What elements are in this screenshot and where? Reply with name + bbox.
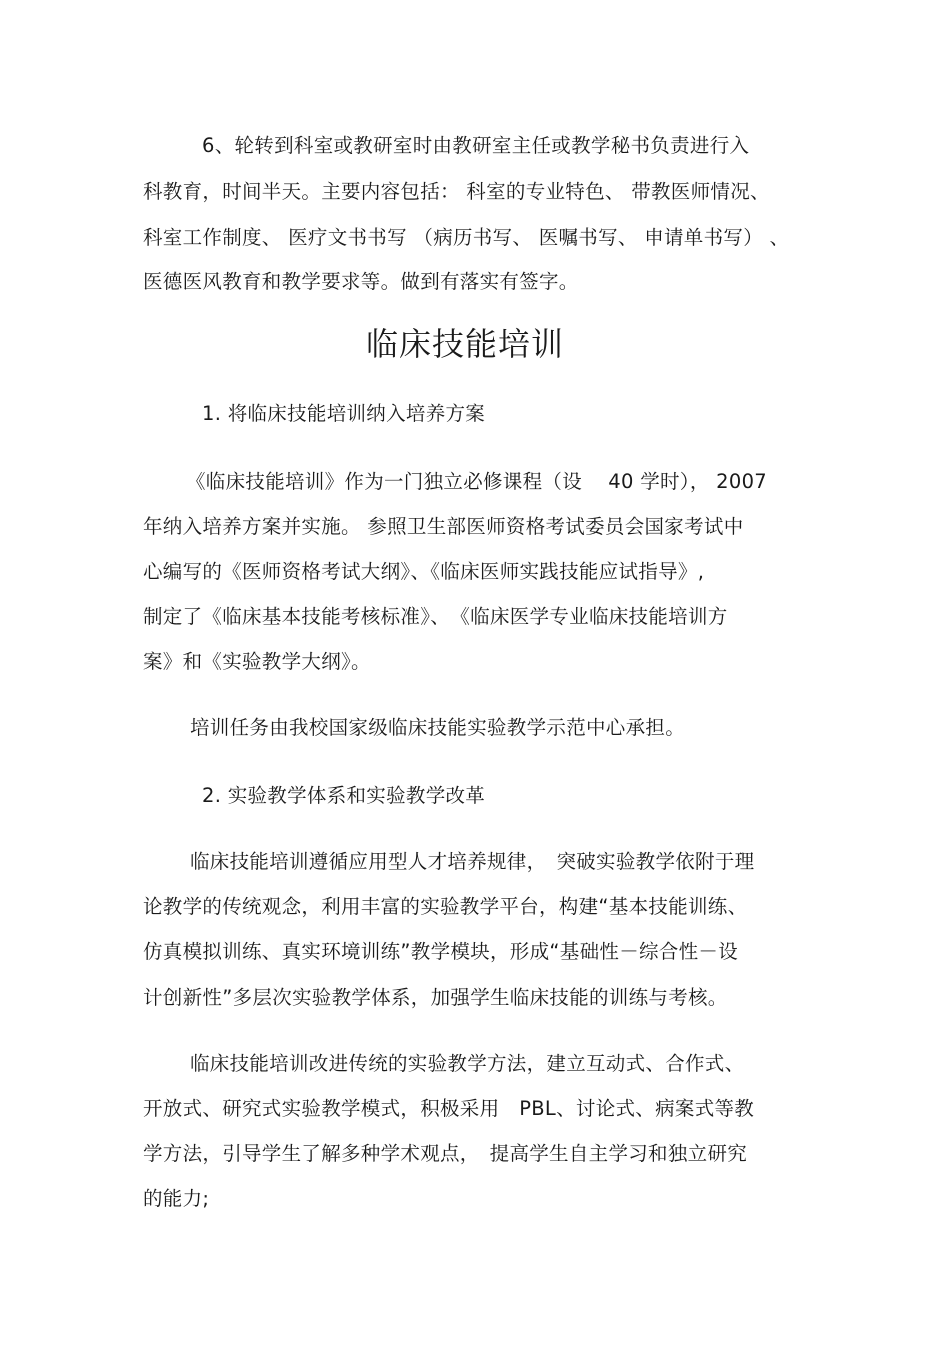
sub1-para1-line-4: 制定了《临床基本技能考核标准》、 《临床医学专业临床技能培训方 [143,605,728,628]
sub2-para2-line-2: 开放式、研究式实验教学模式，积极采用 PBL、讨论式、病案式等教 [143,1097,755,1120]
sub2-para2-line-1: 临床技能培训改进传统的实验教学方法，建立互动式、合作式、 [190,1052,745,1075]
sub2-para1-line-3: 仿真模拟训练、真实环境训练”教学模块，形成“基础性－综合性－设 [143,940,739,963]
sub2-para2-line-3: 学方法，引导学生了解多种学术观点， 提高学生自主学习和独立研究 [143,1142,748,1165]
subsection-2-title: 2. 实验教学体系和实验教学改革 [202,784,486,807]
sub1-para1-line-2: 年纳入培养方案并实施。 参照卫生部医师资格考试委员会国家考试中 [143,515,744,538]
intro-line-3: 科室工作制度、 医疗文书书写 （病历书写、 医嘱书写、 申请单书写） 、 [143,226,790,249]
sub2-para1-line-1: 临床技能培训遵循应用型人才培养规律， 突破实验教学依附于理 [190,850,755,873]
sub2-para1-line-4: 计创新性”多层次实验教学体系，加强学生临床技能的训练与考核。 [143,986,728,1009]
intro-line-4: 医德医风教育和教学要求等。做到有落实有签字。 [143,270,579,293]
sub1-para2-line-1: 培训任务由我校国家级临床技能实验教学示范中心承担。 [190,716,686,739]
sub2-para2-line-4: 的能力; [143,1187,210,1210]
subsection-1-title: 1. 将临床技能培训纳入培养方案 [202,402,486,425]
sub1-para1-line-5: 案》和《实验教学大纲》。 [143,650,371,673]
sub2-para1-line-2: 论教学的传统观念，利用丰富的实验教学平台，构建“基本技能训练、 [143,895,748,918]
sub1-para1-line-3: 心编写的《医师资格考试大纲》、《临床医师实践技能应试指导》, [143,560,705,583]
intro-line-2: 科教育，时间半天。主要内容包括： 科室的专业特色、 带教医师情况、 [143,180,770,203]
intro-line-1: 6、轮转到科室或教研室时由教研室主任或教学秘书负责进行入 [202,134,750,157]
sub1-para1-line-1: 《临床技能培训》作为一门独立必修课程（设 40 学时）， 2007 [186,470,767,493]
section-heading: 临床技能培训 [365,325,564,363]
